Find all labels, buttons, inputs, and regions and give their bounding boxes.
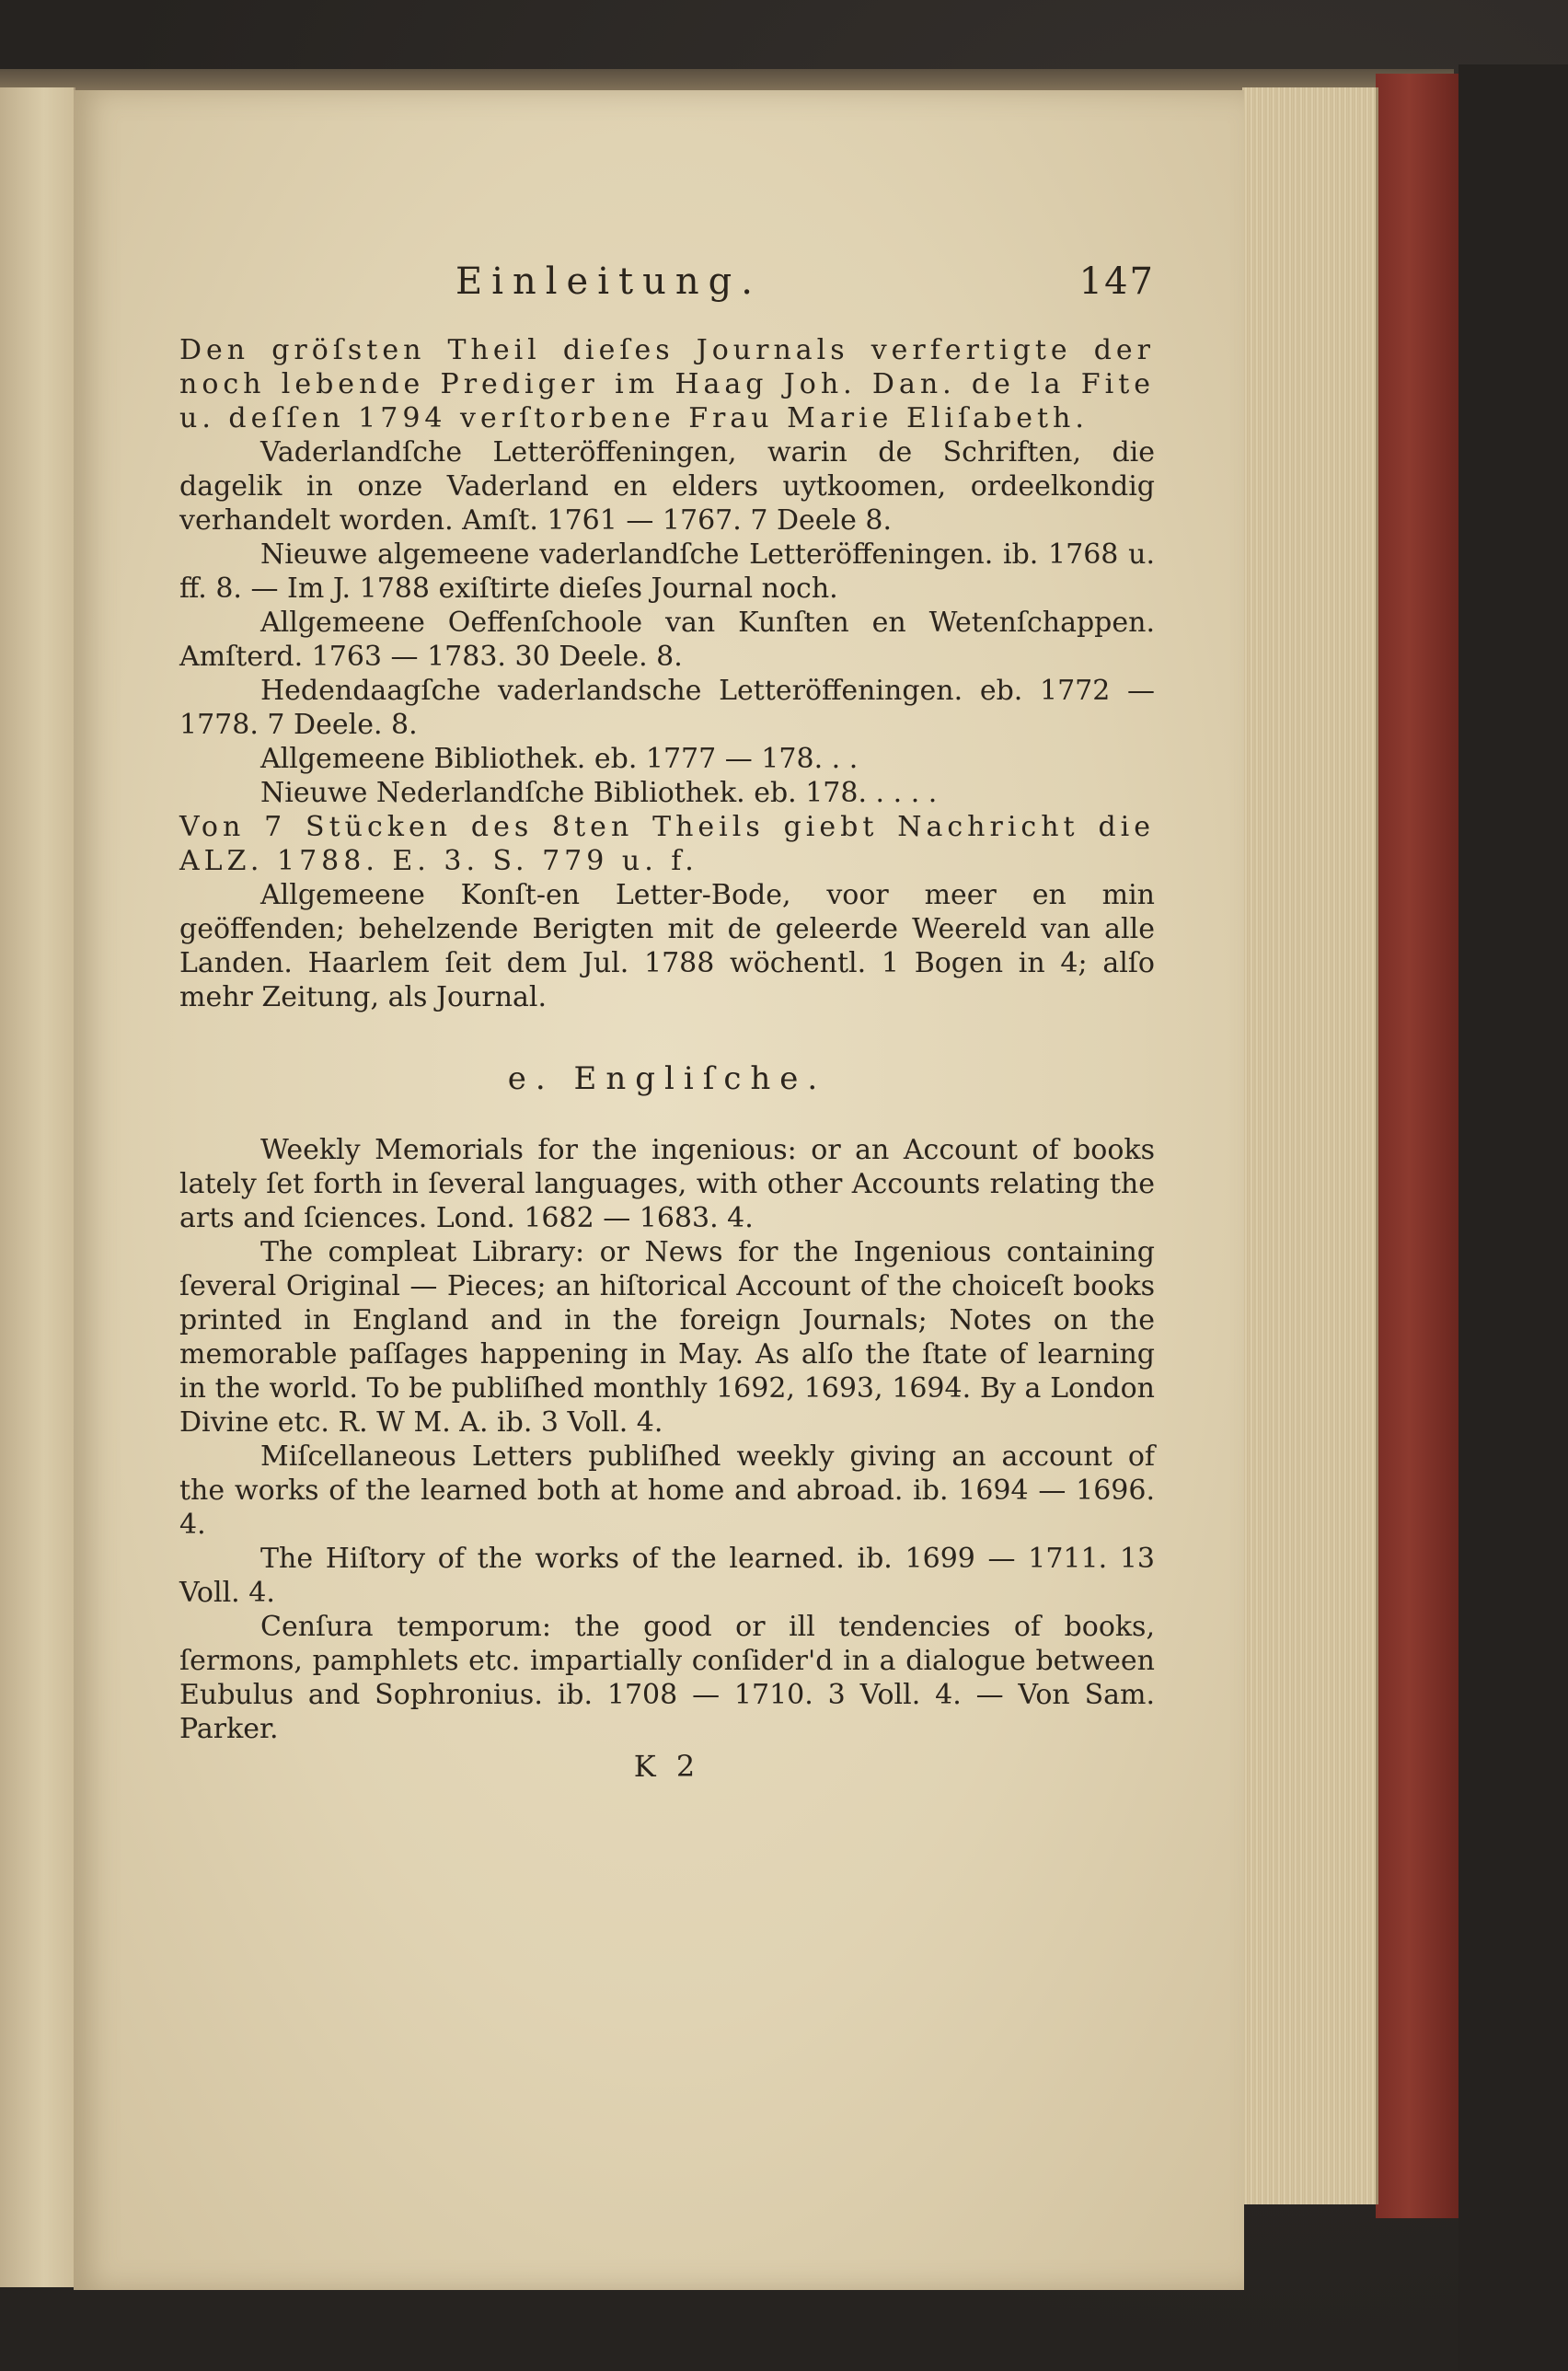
paragraph-konst-letter-bode: Allgemeene Konſt-en Letter-Bode, voor meer en min geöffenden; behelzende Berigten mit de geleerde Weereld van alle Landen. Haarlem ſeit dem Jul. 1788 wöchentl. 1 Bogen in 4; alſo mehr Zeitung, als Journal. — [179, 879, 1155, 1013]
paragraph-censura-temporum: Cenſura temporum: the good or ill tendencies of books, ſermons, pamphlets etc. impartially conſider'd in a dialogue between Eubulus and Sophronius. ib. 1708 — 1710. 3 Voll. 4. — Von Sam. Parker. — [179, 1611, 1155, 1745]
running-header — [179, 260, 1155, 320]
paragraph-weekly-memorials: Weekly Memorials for the ingenious: or an Account of books lately ſet forth in ſeveral languages, with other Accounts relating the arts and ſciences. Lond. 1682 — 1683. 4. — [179, 1134, 1155, 1234]
book-page — [74, 90, 1244, 2290]
paragraph-miscellaneous-letters: Miſcellaneous Letters publiſhed weekly giving an account of the works of the learned both at home and abroad. ib. 1694 — 1696. 4. — [179, 1440, 1155, 1541]
page-fore-edge — [1242, 87, 1378, 2204]
facing-page-edge — [0, 87, 75, 2287]
page-number: 147 — [1078, 260, 1155, 303]
dark-background-right — [1458, 64, 1568, 2371]
paragraph-nieuwe-algemeene: Nieuwe algemeene vaderlandſche Letteröffeningen. ib. 1768 u. ff. 8. — Im J. 1788 exiſtirte dieſes Journal noch. — [179, 538, 1155, 605]
page-text-block — [179, 260, 1155, 1784]
paragraph-alz-note: Von 7 Stücken des 8ten Theils giebt Nachricht die ALZ. 1788. E. 3. S. 779 u. f. — [179, 811, 1155, 877]
paragraph-compleat-library: The compleat Library: or News for the Ingenious containing ſeveral Original — Pieces; an hiſtorical Account of the choiceſt books printed in England and in the foreign Journals; Notes on the memorable paſſages happening in May. As alſo the ſtate of learning in the world. To be publiſhed monthly 1692, 1693, 1694. By a London Divine etc. R. W M. A. ib. 3 Voll. 4. — [179, 1236, 1155, 1439]
running-head-title: Einleitung. — [455, 260, 762, 303]
book-cover-edge — [1376, 74, 1458, 2218]
section-heading-english: e. Engliſche. — [507, 1060, 827, 1097]
paragraph-journal-authors: Den gröſsten Theil dieſes Journals verfertigte der noch lebende Prediger im Haag Joh. Dan. de la Fite u. deſſen 1794 verſtorbene Frau Marie Eliſabeth. — [179, 334, 1155, 434]
paragraph-allgemeene-bibliothek: Allgemeene Bibliothek. eb. 1777 — 178. . . — [260, 743, 859, 775]
paragraph-oeffenschoole: Allgemeene Oeffenſchoole van Kunſten en Wetenſchappen. Amſterd. 1763 — 1783. 30 Deele. 8. — [179, 607, 1155, 673]
paragraph-nieuwe-nederlandsche: Nieuwe Nederlandſche Bibliothek. eb. 178. . . . . — [260, 777, 938, 809]
printer-signature: K 2 — [633, 1749, 701, 1784]
paragraph-vaderlandsche: Vaderlandſche Letteröffeningen, warin de Schriften, die dagelik in onze Vaderland en elders uytkoomen, ordeelkondig verhandelt worden. Amſt. 1761 — 1767. 7 Deele 8. — [179, 436, 1155, 537]
paragraph-history-of-works: The Hiſtory of the works of the learned. ib. 1699 — 1711. 13 Voll. 4. — [179, 1543, 1155, 1609]
paragraph-hedendaagsche: Hedendaagſche vaderlandsche Letteröffeningen. eb. 1772 — 1778. 7 Deele. 8. — [179, 675, 1155, 741]
